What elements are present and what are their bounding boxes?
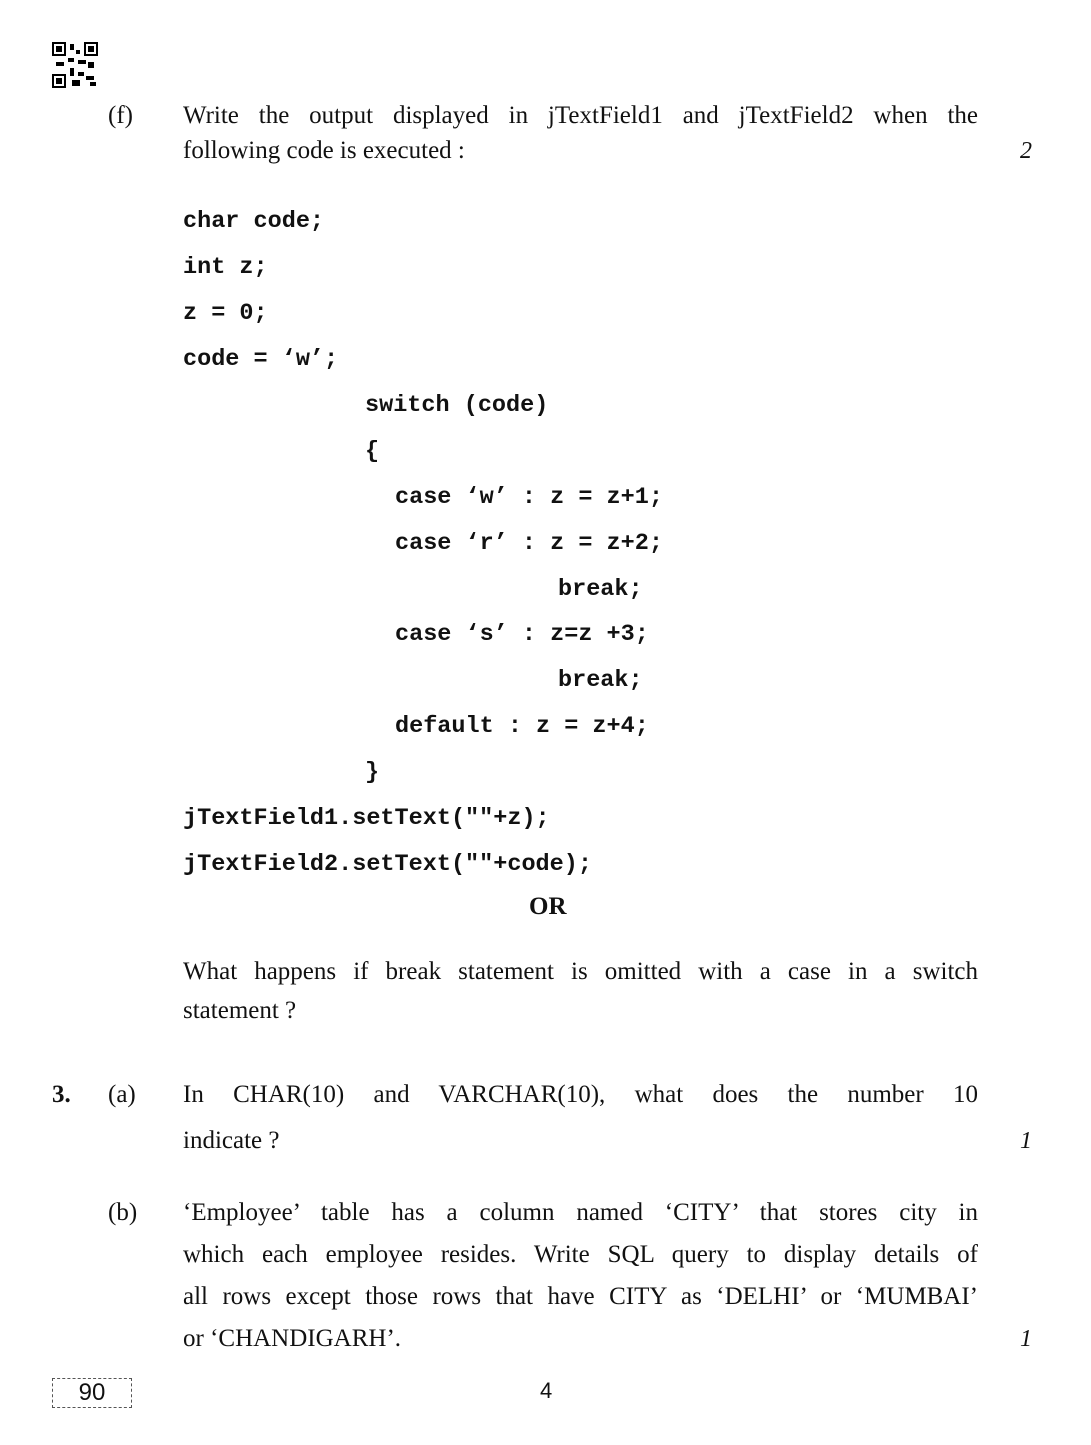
code-line: switch (code) [365, 392, 549, 419]
qr-code-icon [52, 42, 98, 88]
code-line: code = ‘w’; [183, 346, 339, 373]
question-text: In CHAR(10) and VARCHAR(10), what does the number 10 [183, 1081, 978, 1108]
question-text: following code is executed : [183, 137, 465, 164]
question-text: Write the output displayed in jTextField1 and jTextField2 when the [183, 102, 978, 129]
code-line: z = 0; [183, 300, 268, 327]
question-label: (f) [108, 102, 133, 129]
question-text: or ‘CHANDIGARH’. [183, 1325, 402, 1352]
question-number: 3. [52, 1081, 71, 1108]
code-line: char code; [183, 208, 325, 235]
code-line: break; [558, 576, 643, 603]
question-text: all rows except those rows that have CITY as ‘DELHI’ or ‘MUMBAI’ [183, 1283, 978, 1310]
code-line: break; [558, 667, 643, 694]
code-line: { [365, 438, 380, 465]
or-separator: OR [529, 893, 567, 920]
page-number: 4 [540, 1378, 553, 1403]
question-label: (a) [108, 1081, 136, 1108]
code-line: case ‘r’ : z = z+2; [395, 530, 663, 557]
paper-code-box: 90 [52, 1378, 132, 1408]
code-line: jTextField1.setText(""+z); [183, 805, 550, 832]
code-line: } [365, 759, 380, 786]
question-label: (b) [108, 1199, 138, 1226]
question-text: ‘Employee’ table has a column named ‘CITY’ that stores city in [183, 1199, 978, 1226]
marks: 1 [1020, 1128, 1032, 1154]
code-line: case ‘s’ : z=z +3; [395, 621, 649, 648]
code-line: int z; [183, 254, 268, 281]
code-line: jTextField2.setText(""+code); [183, 851, 592, 878]
marks: 1 [1020, 1326, 1032, 1352]
marks: 2 [1020, 138, 1032, 164]
question-text: indicate ? [183, 1127, 280, 1154]
code-line: default : z = z+4; [395, 713, 649, 740]
question-text: which each employee resides. Write SQL query to display details of [183, 1241, 978, 1268]
question-text: statement ? [183, 997, 297, 1024]
question-text: What happens if break statement is omitted with a case in a switch [183, 958, 978, 985]
code-line: case ‘w’ : z = z+1; [395, 484, 663, 511]
